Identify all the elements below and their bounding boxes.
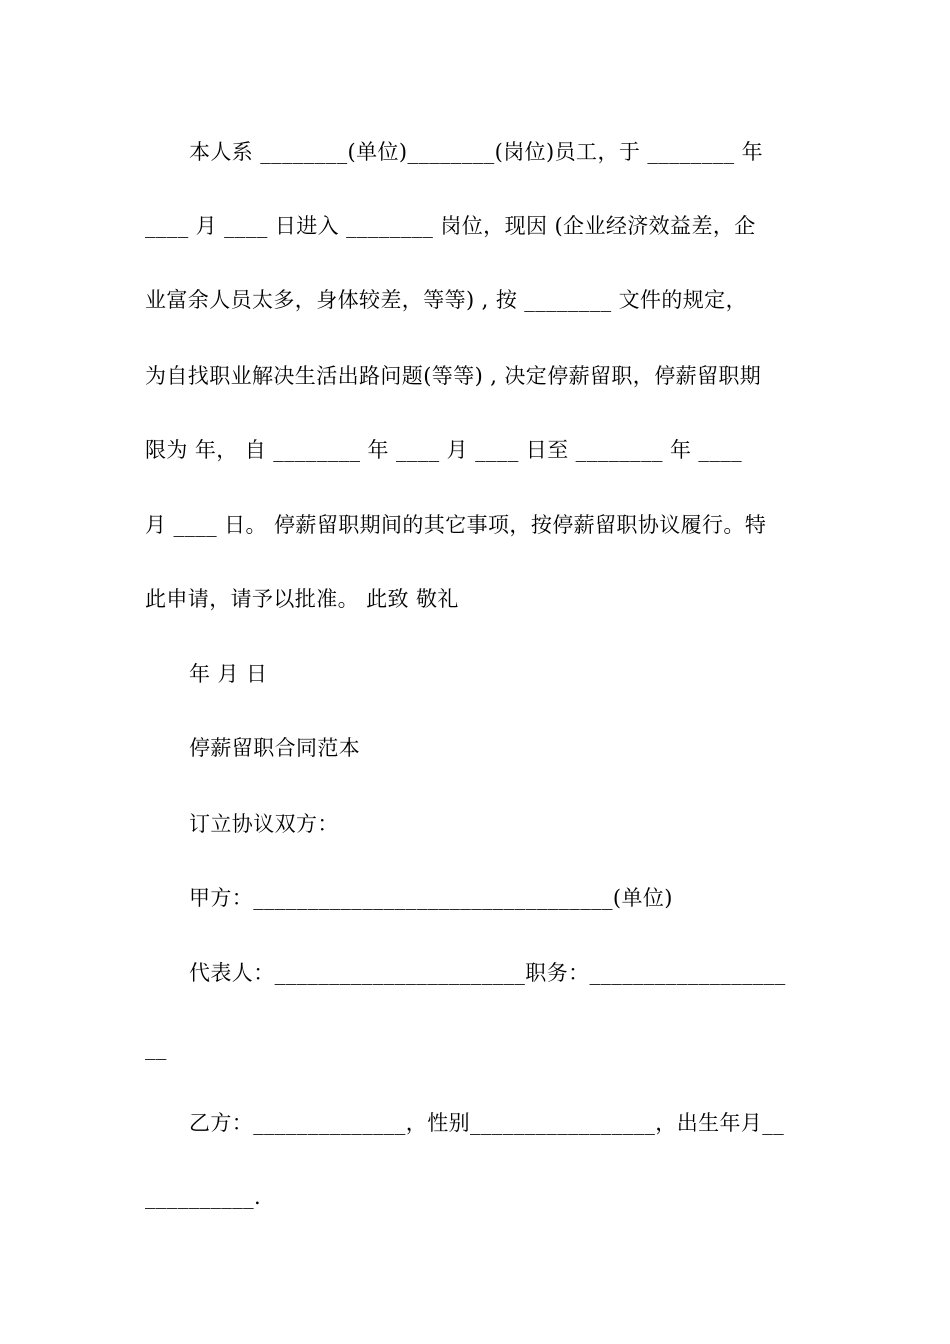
party-b-continuation: __________. bbox=[145, 1185, 262, 1209]
paragraph-line-7: 此申请，请予以批准。 此致 敬礼 bbox=[145, 587, 459, 611]
paragraph-line-1: 本人系 ________(单位)________(岗位)员工，于 ________ 年 bbox=[189, 140, 763, 164]
paragraph-line-6: 月 ____ 日。 停薪留职期间的其它事项，按停薪留职协议履行。特 bbox=[145, 513, 767, 537]
paragraph-line-4: 为自找职业解决生活出路问题(等等) , 决定停薪留职，停薪留职期 bbox=[145, 364, 762, 388]
date-line: 年 月 日 bbox=[189, 662, 268, 686]
representative-line: 代表人：_______________________职务：__________________ bbox=[189, 961, 786, 985]
parties-heading: 订立协议双方： bbox=[189, 812, 339, 836]
representative-continuation: __ bbox=[145, 1036, 167, 1060]
paragraph-line-2: ____ 月 ____ 日进入 ________ 岗位，现因 (企业经济效益差，企 bbox=[145, 214, 756, 238]
paragraph-line-5: 限为 年， 自 ________ 年 ____ 月 ____ 日至 ________ 年 ____ bbox=[145, 438, 743, 462]
party-a-line: 甲方：_________________________________(单位) bbox=[189, 886, 673, 910]
party-b-line: 乙方：______________，性别_________________，出生年月__ bbox=[189, 1111, 785, 1135]
paragraph-line-3: 业富余人员太多，身体较差，等等) , 按 ________ 文件的规定， bbox=[145, 288, 747, 312]
contract-title: 停薪留职合同范本 bbox=[189, 736, 361, 760]
